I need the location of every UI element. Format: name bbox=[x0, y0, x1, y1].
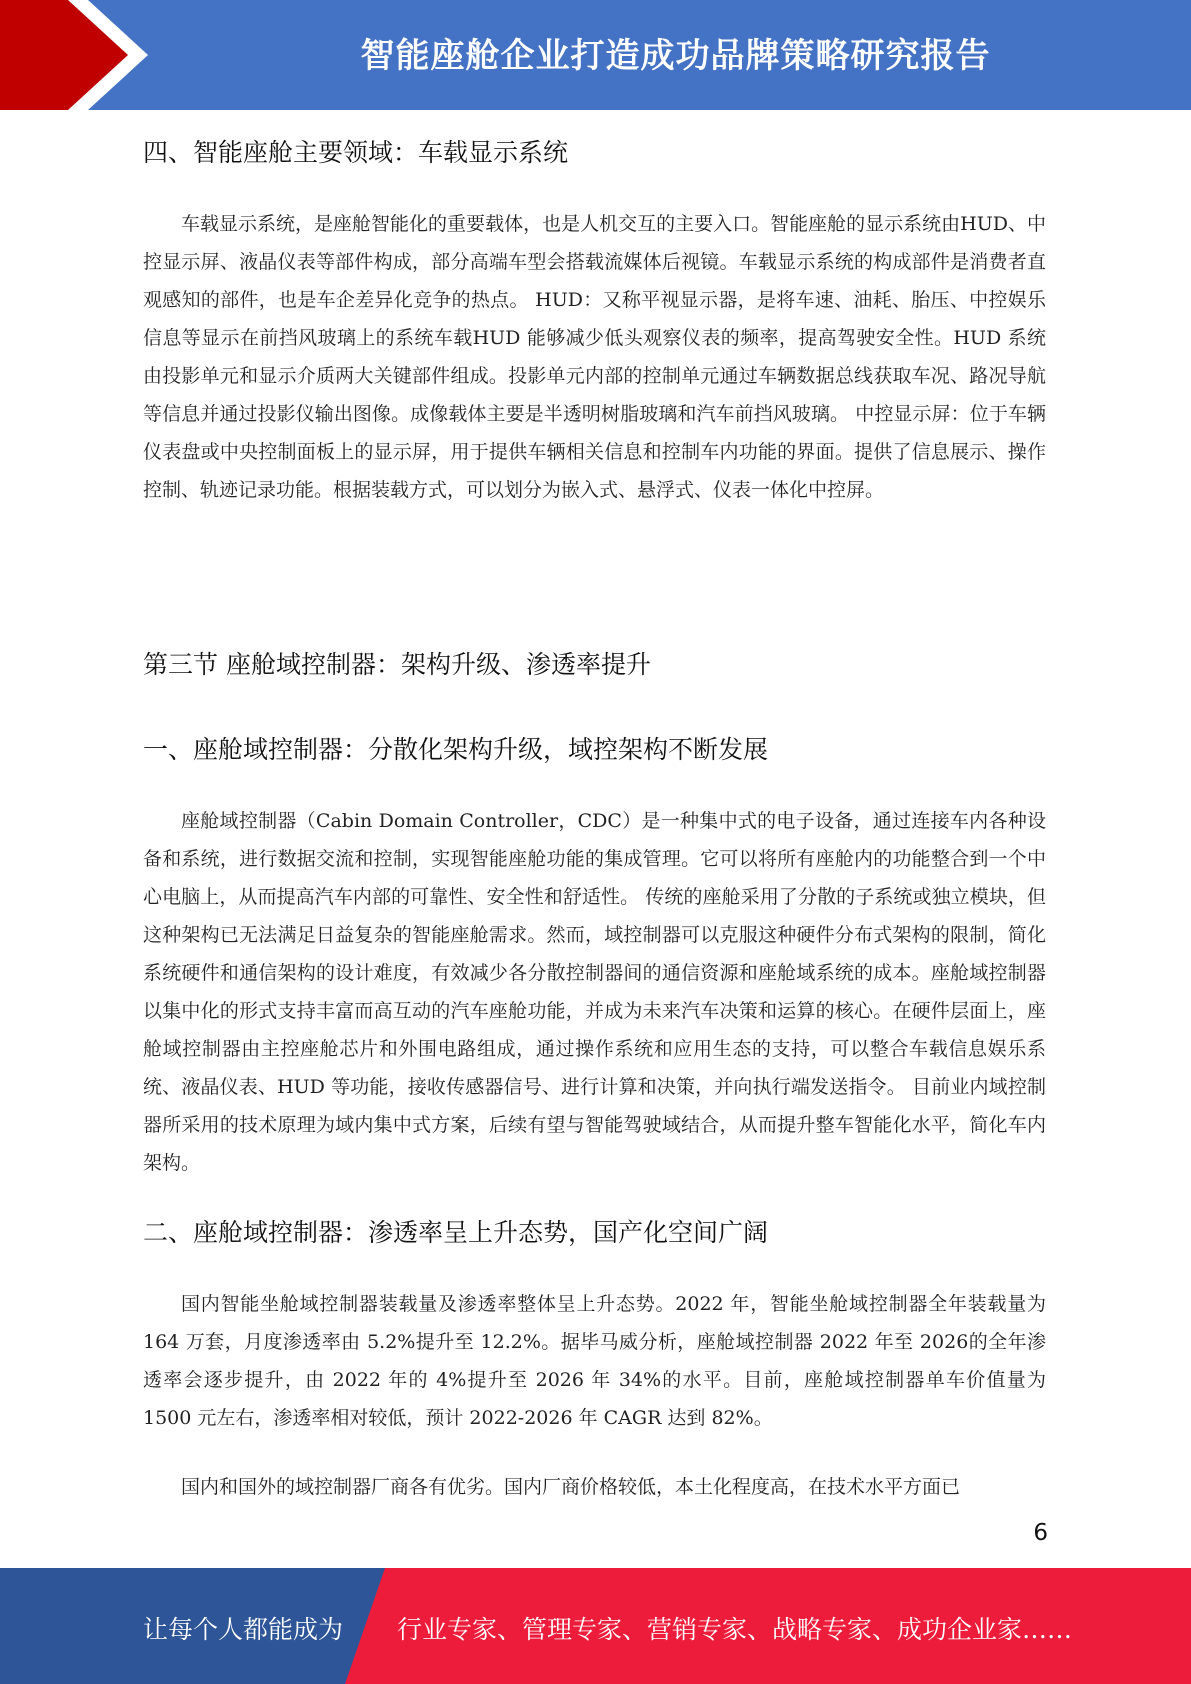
page-footer bbox=[0, 1568, 1191, 1684]
page-header bbox=[0, 0, 1191, 110]
footer-slogan-left: 让每个人都能成为 bbox=[143, 1615, 344, 1644]
footer-slogan-right: 行业专家、管理专家、营销专家、战略专家、成功企业家…… bbox=[397, 1615, 1073, 1644]
section-heading-architecture: 一、座舱域控制器：分散化架构升级，域控架构不断发展 bbox=[143, 735, 769, 764]
paragraph-penetration: 国内智能坐舱域控制器装载量及渗透率整体呈上升态势。2022 年，智能坐舱域控制器全年装载量为 164 万套，月度渗透率由 5.2%提升至 12.2%。据毕马威分析，座舱域控制器 2022 年至 2026的全年渗透率会逐步提升，由 2022 年的 4%提升至 2026 年 34%的水平。目前，座舱域控制器单车价值量为 1500 元左右，渗透率相对较低，预计 2022-2026 年 CAGR 达到 82%。 bbox=[143, 1293, 1046, 1429]
paragraph-architecture: 座舱域控制器（Cabin Domain Controller，CDC）是一种集中式的电子设备，通过连接车内各种设备和系统，进行数据交流和控制，实现智能座舱功能的集成管理。它可以将所有座舱内的功能整合到一个中心电脑上，从而提高汽车内部的可靠性、安全性和舒适性。 传统的座舱采用了分散的子系统或独立模块，但这种架构已无法满足日益复杂的智能座舱需求。然而，域控制器可以克服这种硬件分布式架构的限制，简化系统硬件和通信架构的设计难度，有效减少各分散控制器间的通信资源和座舱域系统的成本。座舱域控制器以集中化的形式支持丰富而高互动的汽车座舱功能，并成为未来汽车决策和运算的核心。在硬件层面上，座舱域控制器由主控座舱芯片和外围电路组成，通过操作系统和应用生态的支持，可以整合车载信息娱乐系统、液晶仪表、HUD 等功能，接收传感器信号、进行计算和决策，并向执行端发送指令。 目前业内域控制器所采用的技术原理为域内集中式方案，后续有望与智能驾驶域结合，从而提升整车智能化水平，简化车内架构。 bbox=[143, 810, 1046, 1174]
paragraph-display-system: 车载显示系统，是座舱智能化的重要载体，也是人机交互的主要入口。智能座舱的显示系统由HUD、中控显示屏、液晶仪表等部件构成，部分高端车型会搭载流媒体后视镜。车载显示系统的构成部件是消费者直观感知的部件，也是车企差异化竞争的热点。 HUD：又称平视显示器，是将车速、油耗、胎压、中控娱乐信息等显示在前挡风玻璃上的系统车载HUD 能够减少低头观察仪表的频率，提高驾驶安全性。HUD 系统由投影单元和显示介质两大关键部件组成。投影单元内部的控制单元通过车辆数据总线获取车况、路况导航等信息并通过投影仪输出图像。成像载体主要是半透明树脂玻璃和汽车前挡风玻璃。 中控显示屏：位于车辆仪表盘或中央控制面板上的显示屏，用于提供车辆相关信息和控制车内功能的界面。提供了信息展示、操作控制、轨迹记录功能。根据装载方式，可以划分为嵌入式、悬浮式、仪表一体化中控屏。 bbox=[143, 213, 1046, 501]
chevron-arrow-icon bbox=[0, 0, 160, 110]
page-number: 6 bbox=[1033, 1520, 1048, 1546]
section-heading-penetration: 二、座舱域控制器：渗透率呈上升态势，国产化空间广阔 bbox=[143, 1218, 769, 1247]
section-heading-display-system: 四、智能座舱主要领域：车载显示系统 bbox=[143, 138, 569, 167]
chapter-heading-section3: 第三节 座舱域控制器：架构升级、渗透率提升 bbox=[143, 650, 651, 679]
report-title: 智能座舱企业打造成功品牌策略研究报告 bbox=[360, 36, 991, 76]
paragraph-vendors: 国内和国外的域控制器厂商各有优劣。国内厂商价格较低，本土化程度高，在技术水平方面已 bbox=[181, 1476, 961, 1498]
